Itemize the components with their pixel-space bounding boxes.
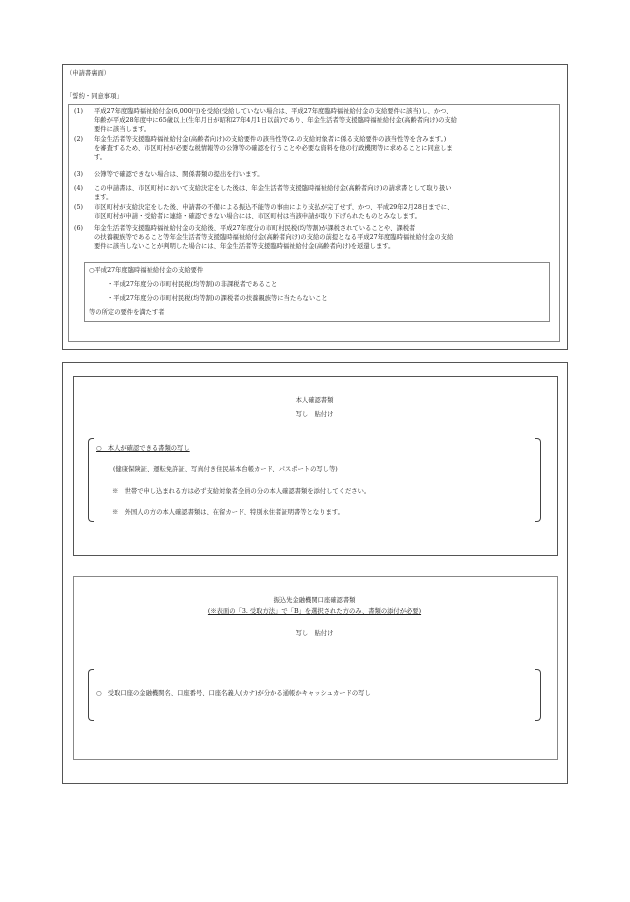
bracket-left <box>88 438 94 522</box>
bracket-right <box>535 669 541 721</box>
requirement-item: ・平成27年度分の市町村民税(均等割)の非課税者であること <box>107 281 278 288</box>
pledge-item-number: (1) <box>74 108 83 115</box>
pledge-item-line: の扶養親族等であること等年金生活者等支援臨時福祉給付金(高齢者向け)の支給の前提となる平成27年度臨時福祉給付金の支給 <box>94 234 454 241</box>
pledge-item-number: (2) <box>74 136 83 143</box>
pledge-item-line: 年金生活者等支援臨時福祉給付金の支給後、平成27年度分の市町村民税(均等割)が課税されていることや、課税者 <box>94 225 416 232</box>
bank-main-item: ○ 受取口座の金融機関名、口座番号、口座名義人(カナ)が分かる通帳かキャッシュカードの写し <box>96 690 371 697</box>
pledge-item-number: (4) <box>74 185 83 192</box>
bank-docs-subtitle: (※表面の「3. 受取方法」で「B」を選択された方のみ、書類の添付が必要) <box>207 608 422 615</box>
identity-main-item: ○ 本人が確認できる書類の写し <box>96 445 190 452</box>
identity-note-household: ※ 世帯で申し込まれる方は必ず支給対象者全員の分の本人確認書類を添付してください。 <box>112 488 371 495</box>
identity-examples: (健康保険証、運転免許証、写真付き住民基本台帳カード、パスポートの写し等) <box>113 466 338 473</box>
pledge-item-number: (5) <box>74 204 83 211</box>
pledge-item-number: (6) <box>74 225 83 232</box>
pledge-item-line: ます。 <box>94 194 113 201</box>
pledge-item-line: 平成27年度臨時福祉給付金(6,000円)を受給(受給していない場合は、平成27年度臨時福祉給付金の支給要件に該当)し、かつ、 <box>94 108 453 115</box>
pledge-item-line: を審査するため、市区町村が必要な税情報等の公簿等の確認を行うことや必要な資料を他の行政機関等に求めることに同意しま <box>94 145 453 152</box>
pledge-item-line: 年齢が平成28年度中に65歳以上(生年月日が昭和27年4月1日以前)であり、年金生活者等支援臨時福祉給付金(高齢者向け)の支給 <box>94 117 458 124</box>
requirement-item: ・平成27年度分の市町村民税(均等割)の課税者の扶養親族等に当たらないこと <box>107 295 328 302</box>
pledge-heading: 「誓約・同意事項」 <box>66 93 123 100</box>
requirement-footer: 等の所定の要件を満たす者 <box>89 309 165 316</box>
pledge-item-line: 年金生活者等支援臨時福祉給付金(高齢者向け)の支給要件の該当性等(2.の支給対象者に係る支給要件の該当性等を含みます。) <box>94 136 447 143</box>
identity-docs-title: 本人確認書類 <box>295 397 334 404</box>
pledge-item-line: 要件に該当しないことが判明した場合には、年金生活者等支援臨時福祉給付金(高齢者向け)を返還します。 <box>94 243 395 250</box>
back-side-label: （申請書裏面） <box>66 70 111 77</box>
pledge-item-line: 市区町村が申請・受給者に連絡・確認できない場合には、市区町村は当該申請が取り下げられたものとみなします。 <box>94 213 421 220</box>
pledge-item-line: す。 <box>94 154 107 161</box>
identity-docs-paste-label: 写し 貼付け <box>295 411 334 418</box>
requirement-title: ○平成27年度臨時福祉給付金の支給要件 <box>89 267 204 274</box>
identity-note-foreigners: ※ 外国人の方の本人確認書類は、在留カード、特別永住者証明書等となります。 <box>112 509 344 516</box>
pledge-item-line: 要件に該当します。 <box>94 126 151 133</box>
pledge-item-line: この申請書は、市区町村において支給決定をした後は、年金生活者等支援臨時福祉給付金(高齢者向け)の請求書として取り扱い <box>94 185 452 192</box>
bracket-left <box>88 669 94 721</box>
pledge-item-line: 市区町村が支給決定をした後、申請書の不備による振込不能等の事由により支払が完了せず、かつ、平成29年2月28日までに、 <box>94 204 454 211</box>
pledge-item-line: 公簿等で確認できない場合は、関係書類の提出を行います。 <box>94 171 264 178</box>
bracket-right <box>535 438 541 522</box>
pledge-item-number: (3) <box>74 171 83 178</box>
bank-docs-title: 振込先金融機関口座確認書類 <box>273 597 356 604</box>
bank-docs-paste-label: 写し 貼付け <box>295 630 334 637</box>
